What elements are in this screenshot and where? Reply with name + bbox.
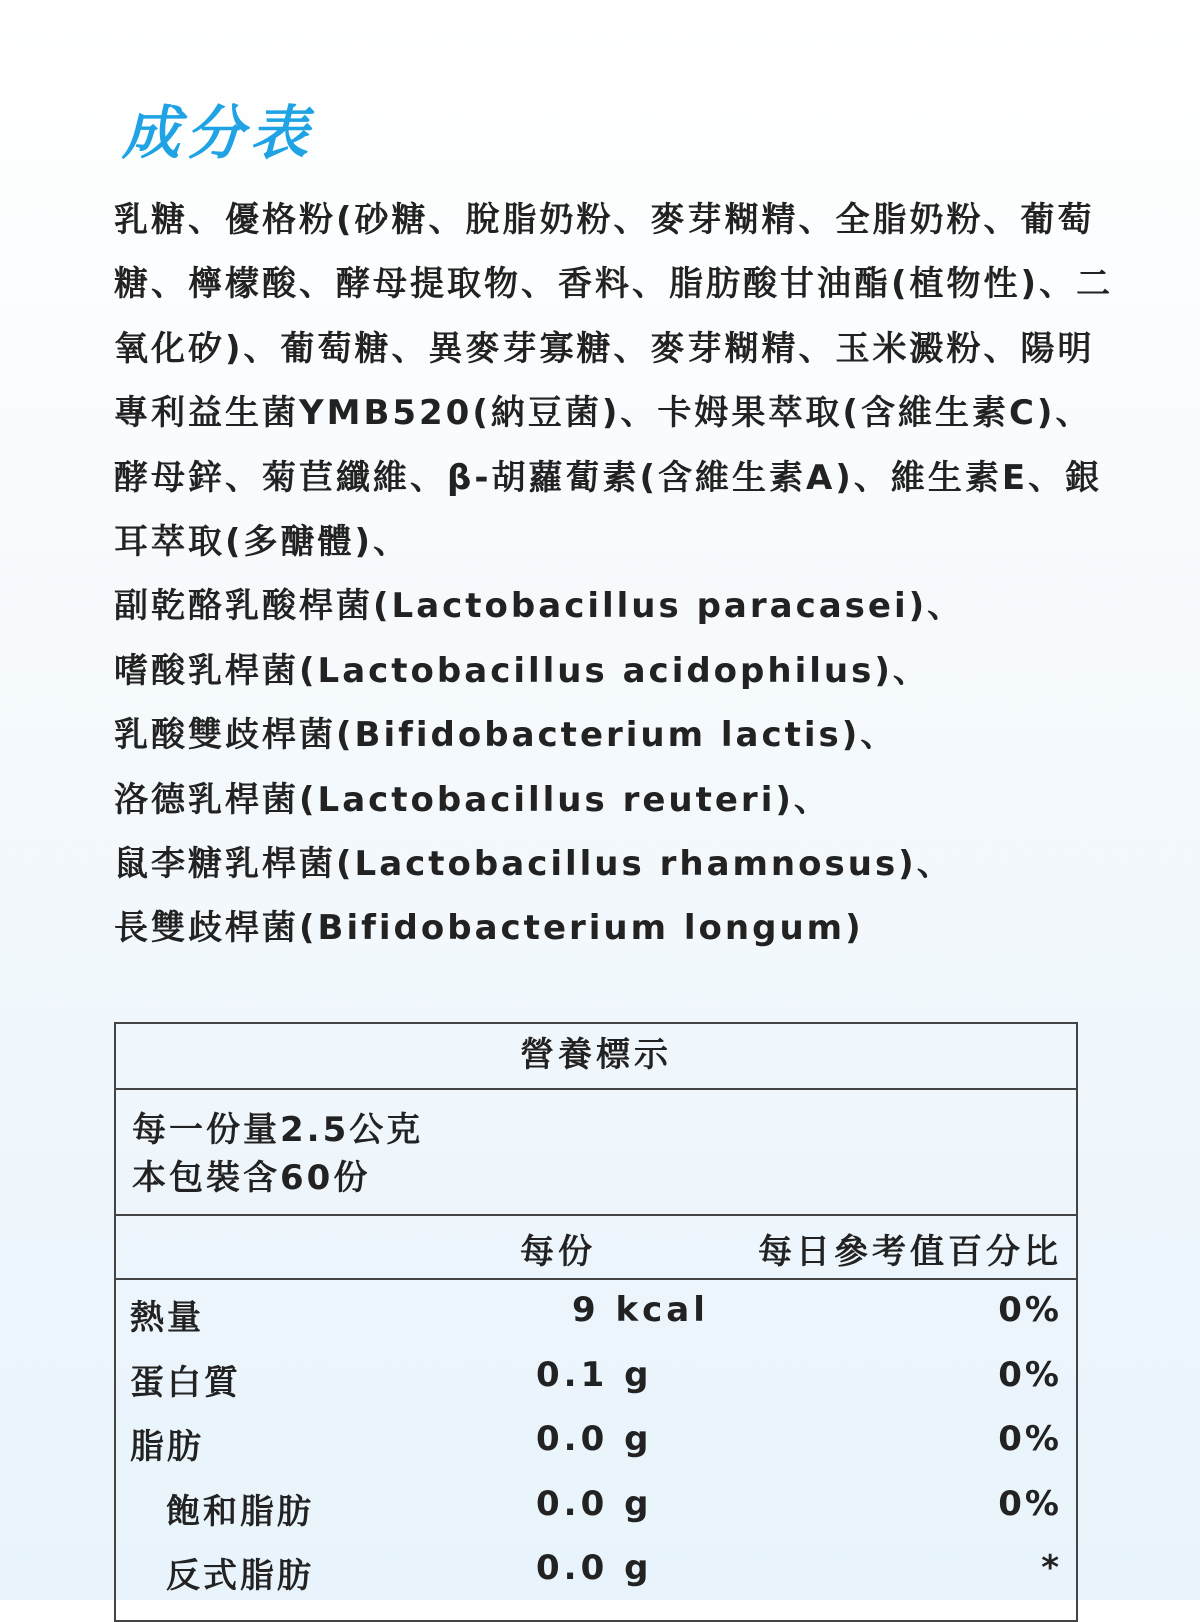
nutrient-value: 0.1 g bbox=[536, 1354, 653, 1395]
nutrient-value: 9 kcal bbox=[572, 1290, 709, 1330]
nutrition-row bbox=[116, 1474, 1076, 1539]
nutrient-value: 0.0 g bbox=[536, 1548, 653, 1588]
nutrition-row bbox=[116, 1409, 1076, 1474]
nutrient-label: 熱量 bbox=[130, 1298, 204, 1338]
nutrient-daily-percent: * bbox=[1041, 1548, 1062, 1588]
nutrition-heading: 營養標示 bbox=[116, 1024, 1076, 1090]
nutrition-row bbox=[116, 1280, 1076, 1345]
nutrient-label: 脂肪 bbox=[130, 1427, 204, 1467]
nutrient-label: 蛋白質 bbox=[130, 1362, 241, 1403]
nutrition-row bbox=[116, 1538, 1076, 1603]
nutrition-column-headers bbox=[116, 1216, 1076, 1280]
ingredient-line: 乳酸雙歧桿菌(Bifidobacterium lactis)、 bbox=[114, 715, 898, 756]
nutrition-row bbox=[116, 1345, 1076, 1410]
ingredient-line: 專利益生菌YMB520(納豆菌)、卡姆果萃取(含維生素C)、 bbox=[114, 393, 1093, 434]
ingredient-line: 糖、檸檬酸、酵母提取物、香料、脂肪酸甘油酯(植物性)、二 bbox=[114, 264, 1114, 305]
nutrition-table bbox=[114, 1022, 1078, 1622]
nutrient-daily-percent: 0% bbox=[998, 1483, 1062, 1524]
ingredient-line: 長雙歧桿菌(Bifidobacterium longum) bbox=[114, 908, 864, 949]
nutrient-daily-percent: 0% bbox=[998, 1354, 1062, 1395]
ingredients-list bbox=[114, 188, 1114, 961]
column-daily-value: 每日參考值百分比 bbox=[758, 1232, 1062, 1272]
ingredient-line: 洛德乳桿菌(Lactobacillus reuteri)、 bbox=[114, 779, 831, 820]
ingredient-line: 鼠李糖乳桿菌(Lactobacillus rhamnosus)、 bbox=[114, 843, 954, 884]
serving-size: 每一份量2.5公克 bbox=[132, 1110, 424, 1150]
nutrient-daily-percent: 0% bbox=[998, 1290, 1062, 1330]
nutrient-daily-percent: 0% bbox=[998, 1419, 1062, 1459]
nutrient-value: 0.0 g bbox=[536, 1419, 653, 1459]
column-per-serving: 每份 bbox=[520, 1232, 596, 1272]
page-title: 成分表 bbox=[122, 99, 315, 167]
serving-info bbox=[116, 1090, 1076, 1216]
ingredient-line: 耳萃取(多醣體)、 bbox=[114, 521, 411, 562]
servings-per-pack: 本包裝含60份 bbox=[132, 1158, 371, 1198]
ingredient-line: 嗜酸乳桿菌(Lactobacillus acidophilus)、 bbox=[114, 650, 930, 691]
ingredient-line: 酵母鋅、菊苣纖維、β-胡蘿蔔素(含維生素A)、維生素E、銀 bbox=[114, 457, 1103, 498]
nutrient-value: 0.0 g bbox=[536, 1483, 653, 1524]
nutrient-label: 飽和脂肪 bbox=[166, 1491, 314, 1532]
ingredient-line: 氧化矽)、葡萄糖、異麥芽寡糖、麥芽糊精、玉米澱粉、陽明 bbox=[114, 328, 1095, 369]
nutrient-label: 反式脂肪 bbox=[166, 1556, 314, 1596]
ingredient-line: 乳糖、優格粉(砂糖、脫脂奶粉、麥芽糊精、全脂奶粉、葡萄 bbox=[114, 200, 1095, 240]
ingredient-line: 副乾酪乳酸桿菌(Lactobacillus paracasei)、 bbox=[114, 586, 965, 627]
